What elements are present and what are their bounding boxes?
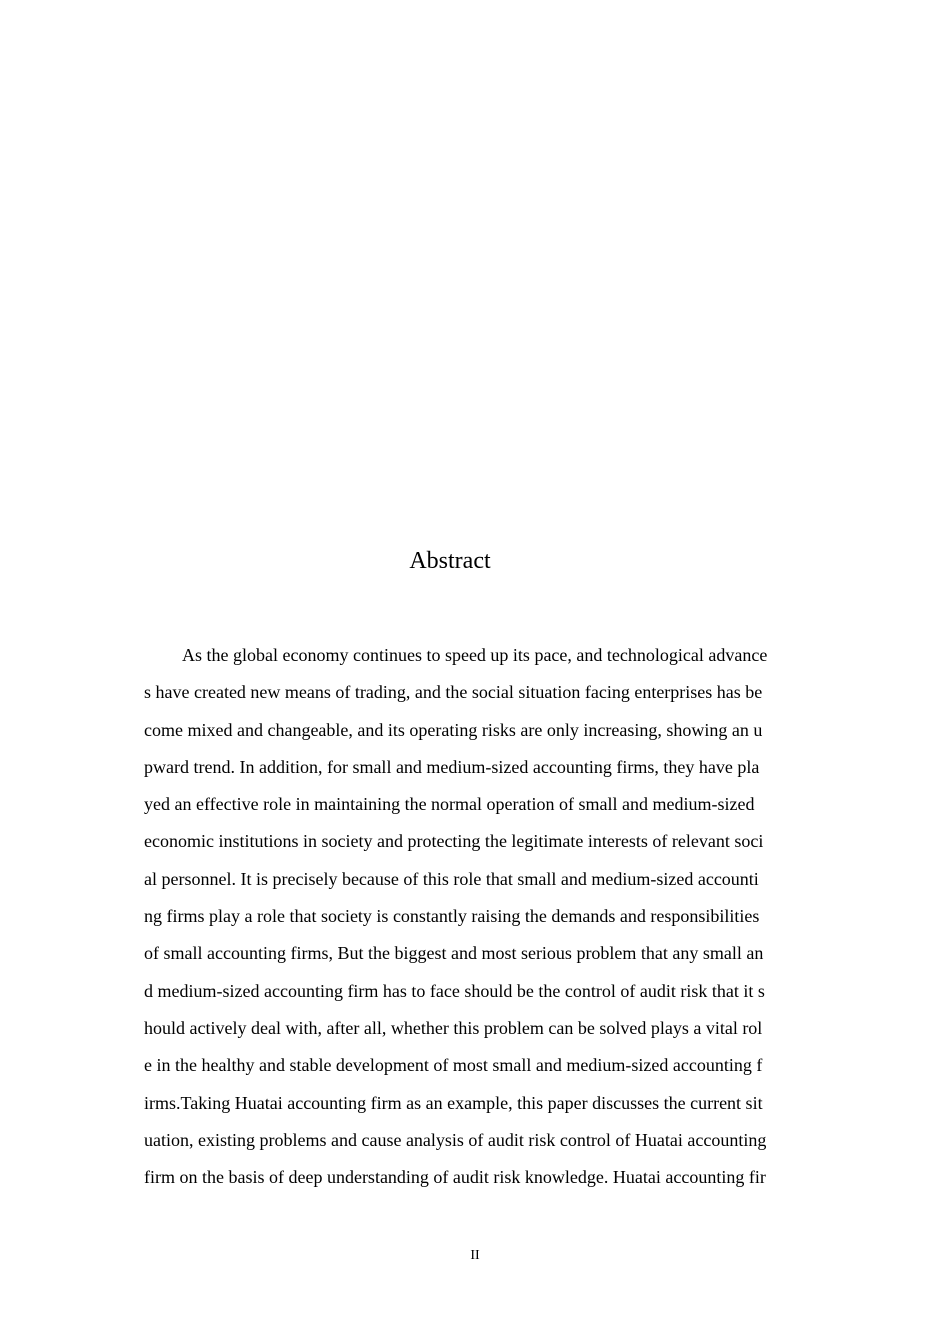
abstract-line: yed an effective role in maintaining the normal operation of small and medium-sized — [144, 794, 755, 815]
abstract-line: of small accounting firms, But the biggest and most serious problem that any small an — [144, 943, 764, 964]
abstract-line: e in the healthy and stable development of most small and medium-sized accounting f — [144, 1055, 763, 1076]
abstract-line: come mixed and changeable, and its operating risks are only increasing, showing an u — [144, 719, 763, 740]
abstract-line: pward trend. In addition, for small and medium-sized accounting firms, they have pla — [144, 756, 760, 777]
abstract-body — [144, 637, 824, 1196]
page-number: II — [470, 1248, 480, 1263]
abstract-line: al personnel. It is precisely because of this role that small and medium-sized accounti — [144, 868, 759, 889]
abstract-line: uation, existing problems and cause analysis of audit risk control of Huatai accounting — [144, 1129, 767, 1150]
abstract-line: s have created new means of trading, and the social situation facing enterprises has be — [144, 682, 763, 703]
abstract-line: economic institutions in society and protecting the legitimate interests of relevant soci — [144, 831, 764, 852]
abstract-line: d medium-sized accounting firm has to face should be the control of audit risk that it s — [144, 980, 765, 1001]
abstract-line: hould actively deal with, after all, whether this problem can be solved plays a vital rol — [144, 1017, 763, 1038]
abstract-line: ng firms play a role that society is constantly raising the demands and responsibilities — [144, 906, 760, 927]
abstract-line: irms.Taking Huatai accounting firm as an example, this paper discusses the current sit — [144, 1092, 763, 1113]
abstract-title: Abstract — [409, 548, 491, 574]
abstract-line: As the global economy continues to speed up its pace, and technological advance — [182, 645, 768, 665]
abstract-line: firm on the basis of deep understanding of audit risk knowledge. Huatai accounting fir — [144, 1167, 766, 1188]
